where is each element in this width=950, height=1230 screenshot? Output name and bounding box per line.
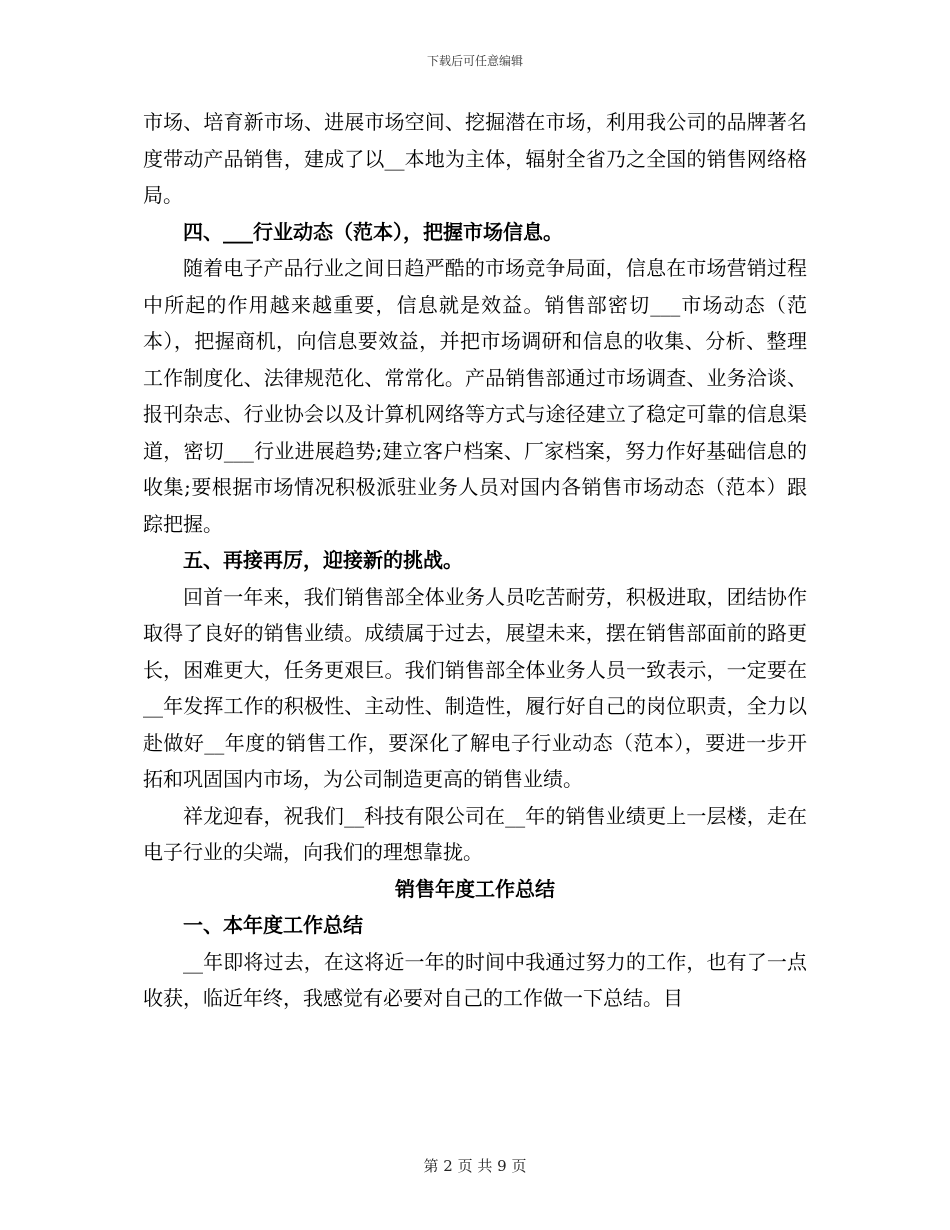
section-heading-1: 一、本年度工作总结 [183,913,363,937]
paragraph-market-network: 市场、培育新市场、进展市场空间、挖掘潜在市场，利用我公司的品牌著名度带动产品销售，建成了以__本地为主体，辐射全省乃之全国的销售网络格局。 [143,110,807,207]
page-header: 下载后可任意编辑 [426,54,523,68]
paragraph-market-info: 随着电子产品行业之间日趋严酷的市场竞争局面，信息在市场营销过程中所起的作用越来越重要，信息就是效益。销售部密切___市场动态（范本），把握商机，向信息要效益，并把市场调研和信息的收集、分析、整理工作制度化、法律规范化、常常化。产品销售部通过市场调查、业务洽谈、报刊杂志、行业协会以及计算机网络等方式与途径建立了稳定可靠的信息渠道，密切___行业进展趋势;建立客户档案、厂家档案，努力作好基础信息的收集;要根据市场情况积极派驻业务人员对国内各销售市场动态（范本）跟踪把握。 [143,256,807,536]
section-heading-4: 四、___行业动态（范本），把握市场信息。 [183,219,563,244]
page-number: 第 2 页 共 9 页 [423,1157,527,1175]
section-heading-5: 五、再接再厉，迎接新的挑战。 [183,548,463,572]
document-title: 销售年度工作总结 [395,876,555,901]
paragraph-new-year-wish: 祥龙迎春，祝我们__科技有限公司在__年的销售业绩更上一层楼，走在电子行业的尖端，向我们的理想靠拢。 [143,803,807,864]
paragraph-summary-intro: __年即将过去，在这将近一年的时间中我通过努力的工作，也有了一点收获，临近年终，我感觉有必要对自己的工作做一下总结。目 [143,949,807,1010]
paragraph-review-outlook: 回首一年来，我们销售部全体业务人员吃苦耐劳，积极进取，团结协作取得了良好的销售业绩。成绩属于过去，展望未来，摆在销售部面前的路更长，困难更大，任务更艰巨。我们销售部全体业务人员一致表示，一定要在__年发挥工作的积极性、主动性、制造性，履行好自己的岗位职责，全力以赴做好__年度的销售工作，要深化了解电子行业动态（范本），要进一步开拓和巩固国内市场，为公司制造更高的销售业绩。 [143,584,807,791]
document-body [143,104,807,1017]
